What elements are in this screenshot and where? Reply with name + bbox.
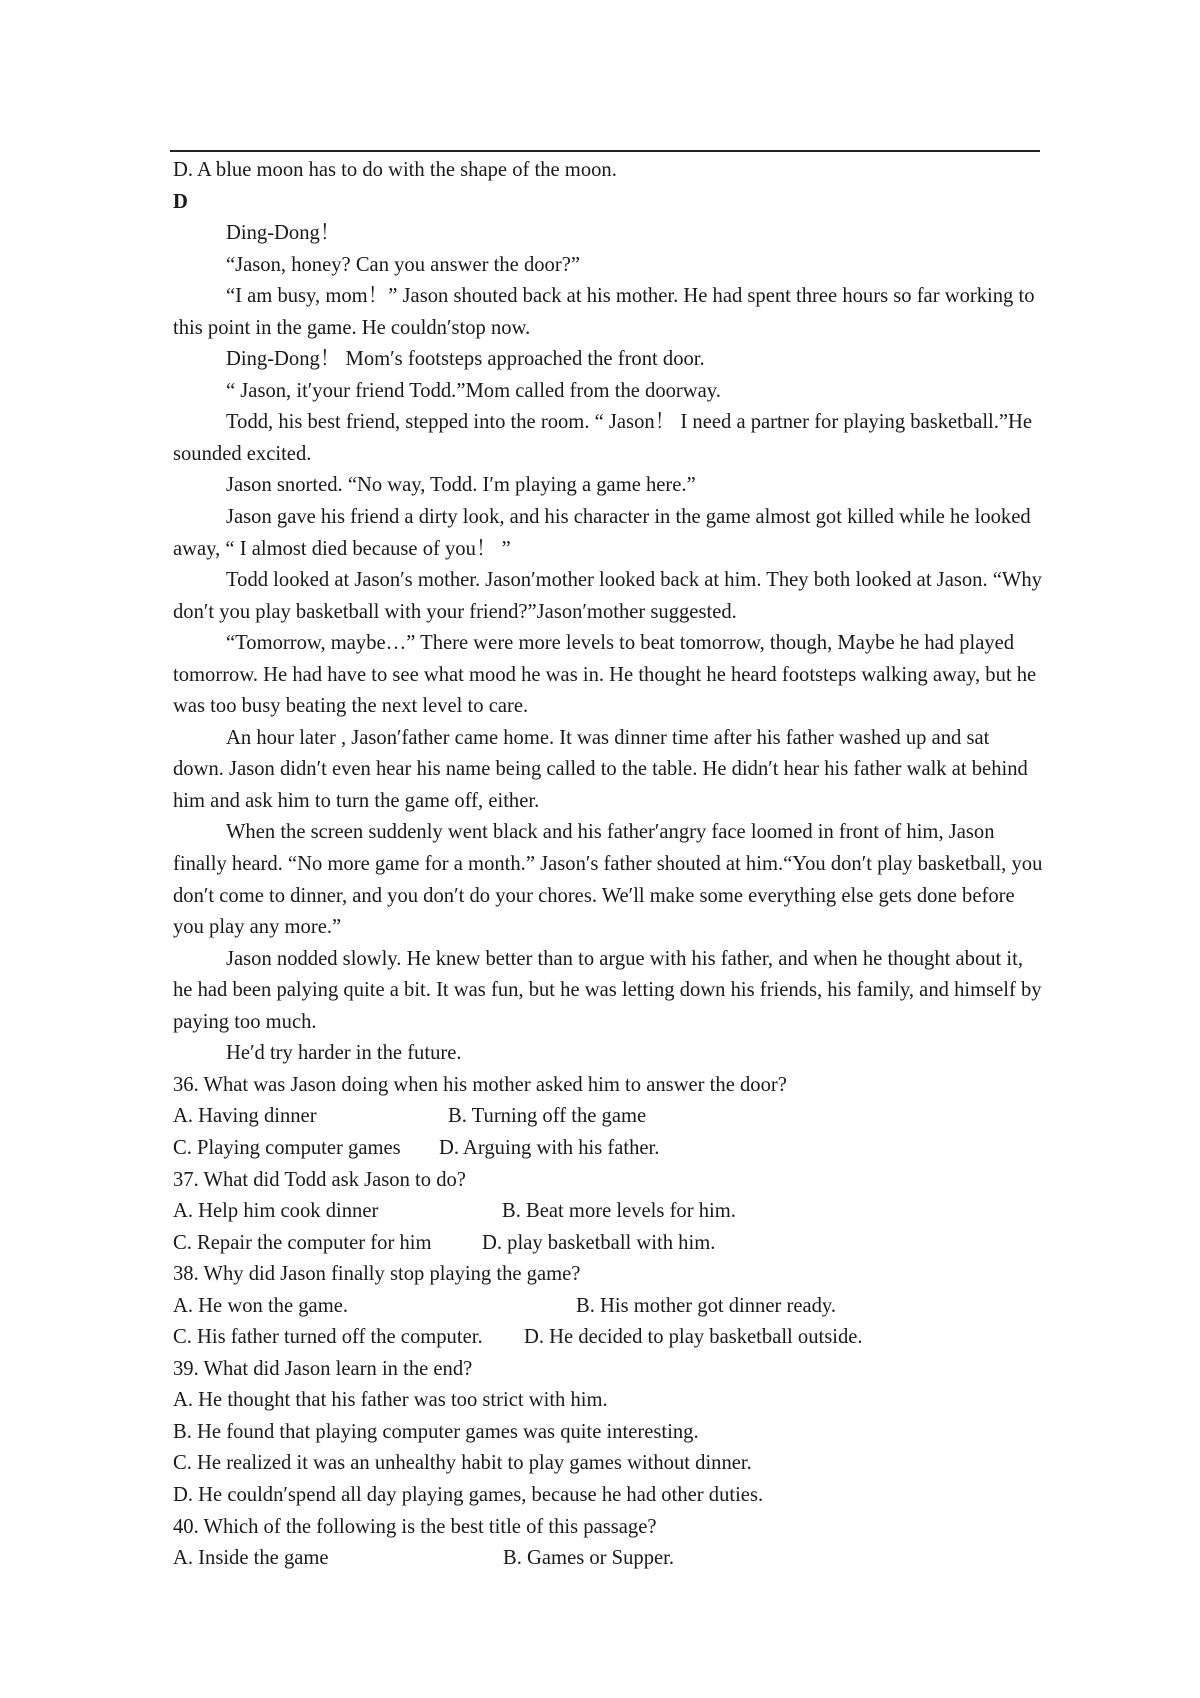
option-row [173, 1322, 1043, 1354]
option: C. Repair the computer for him [173, 1231, 432, 1254]
passage-paragraph: Jason snorted. “No way, Todd. I′m playing a game here.” [226, 474, 696, 497]
option: C. His father turned off the computer. [173, 1326, 483, 1349]
option-row [173, 1543, 1043, 1575]
option-row [173, 1480, 1043, 1512]
option: B. His mother got dinner ready. [576, 1294, 837, 1317]
passage-paragraph: “ Jason, it′your friend Todd.”Mom called from the doorway. [226, 379, 721, 402]
passage-paragraph: Todd, his best friend, stepped into the room. “ Jason！ I need a partner for playing basketball.”He sounded excited. [173, 411, 1033, 465]
option: C. He realized it was an unhealthy habit to play games without dinner. [173, 1452, 752, 1475]
passage-paragraph: He′d try harder in the future. [226, 1042, 462, 1065]
option: B. Games or Supper. [503, 1547, 675, 1570]
option: C. Playing computer games [173, 1136, 401, 1159]
passage-paragraph: Ding-Dong！ Mom′s footsteps approached the front door. [226, 348, 705, 371]
option-row [173, 1448, 1043, 1480]
passage [173, 218, 1043, 1070]
questions [173, 1070, 1043, 1575]
header-rule [170, 150, 1040, 152]
question-stem: 38. Why did Jason finally stop playing the game? [173, 1263, 581, 1286]
option-row [173, 1133, 1043, 1165]
previous-question-option: D. A blue moon has to do with the shape of the moon. [173, 159, 617, 181]
option-row [173, 1228, 1043, 1260]
option: B. Turning off the game [448, 1105, 647, 1128]
option: B. He found that playing computer games was quite interesting. [173, 1420, 699, 1443]
passage-paragraph: When the screen suddenly went black and his father′angry face loomed in front of him, Jason finally heard. “No more game for a month.” Jason′s father shouted at him.“You don′t play basketball, you don′t come to dinner, and you don′t do your chores. We′ll make some everything else gets done before you play any more.” [173, 821, 1043, 939]
option-row [173, 1291, 1043, 1323]
option-row [173, 1196, 1043, 1228]
passage-paragraph: An hour later , Jason′father came home. It was dinner time after his father washed up and sat down. Jason didn′t even hear his name being called to the table. He didn′t hear his father walk at behind him and ask him to turn the game off, either. [173, 726, 1028, 812]
option: A. Help him cook dinner [173, 1200, 379, 1223]
passage-paragraph: Jason gave his friend a dirty look, and his character in the game almost got killed while he looked away, “ I almost died because of you！ ” [173, 506, 1031, 560]
question-stem: 39. What did Jason learn in the end? [173, 1357, 473, 1380]
document-page [173, 155, 1043, 1575]
option-row [173, 1385, 1043, 1417]
option: D. play basketball with him. [482, 1231, 716, 1254]
option-row [173, 1417, 1043, 1449]
option: A. He won the game. [173, 1294, 348, 1317]
option: A. Having dinner [173, 1105, 317, 1128]
passage-paragraph: Todd looked at Jason′s mother. Jason′mother looked back at him. They both looked at Jason. “Why don′t you play basketball with your friend?”Jason′mother suggested. [173, 569, 1042, 623]
option: D. Arguing with his father. [439, 1136, 660, 1159]
passage-paragraph: “Jason, honey? Can you answer the door?” [226, 253, 580, 276]
passage-paragraph: “I am busy, mom！” Jason shouted back at his mother. He had spent three hours so far working to this point in the game. He couldn′stop now. [173, 285, 1035, 339]
option-row [173, 1101, 1043, 1133]
question-stem: 37. What did Todd ask Jason to do? [173, 1168, 466, 1191]
option: B. Beat more levels for him. [502, 1200, 736, 1223]
section-label: D [173, 190, 188, 213]
question-stem: 40. Which of the following is the best title of this passage? [173, 1515, 657, 1538]
option: A. Inside the game [173, 1547, 329, 1570]
passage-paragraph: Ding-Dong！ [226, 222, 341, 245]
question-stem: 36. What was Jason doing when his mother asked him to answer the door? [173, 1073, 787, 1096]
passage-paragraph: Jason nodded slowly. He knew better than to argue with his father, and when he thought about it, he had been palying quite a bit. It was fun, but he was letting down his friends, his family, and himself by paying too much. [173, 947, 1042, 1033]
option: A. He thought that his father was too strict with him. [173, 1389, 608, 1412]
option: D. He decided to play basketball outside. [524, 1326, 863, 1349]
passage-paragraph: “Tomorrow, maybe…” There were more levels to beat tomorrow, though, Maybe he had played tomorrow. He had have to see what mood he was in. He thought he heard footsteps walking away, but he was too busy beating the next level to care. [173, 632, 1037, 718]
option: D. He couldn′spend all day playing games, because he had other duties. [173, 1483, 764, 1506]
